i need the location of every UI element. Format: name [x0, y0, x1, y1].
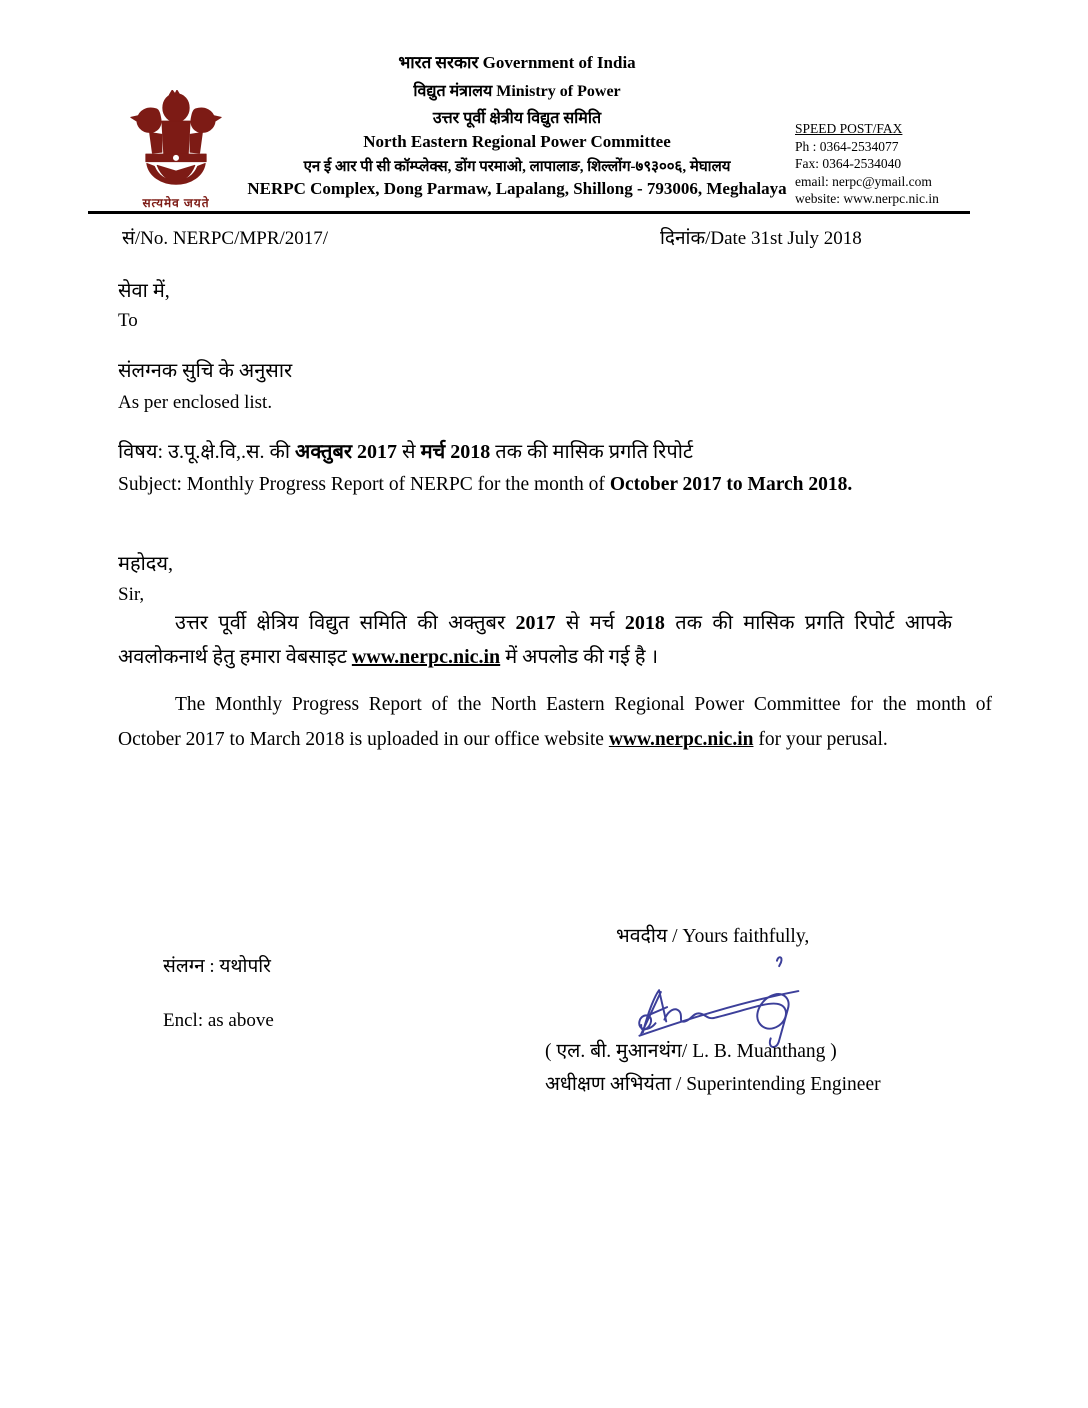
body-hi-year-2018: 2018 [624, 612, 665, 634]
body-hi-part-6: में अपलोड की गई है । [500, 646, 659, 668]
org-line-ministry-of-power: विद्युत मंत्रालय Ministry of Power [413, 83, 621, 100]
body-hi-part-4: तक की मासिक प्रगति रिपोर्ट आपके अवलोकनार्थ हेतु हमारा वेबसाइट [118, 612, 952, 668]
org-line-address-english: NERPC Complex, Dong Parmaw, Lapalang, Shillong - 793006, Meghalaya [247, 179, 787, 198]
letterhead-org-block [187, 50, 847, 199]
contact-block [795, 120, 1015, 208]
enclosure-note-hindi: संलग्न : यथोपरि [163, 956, 271, 977]
speed-post-fax-label: SPEED POST/FAX [795, 121, 903, 136]
email-address: email: nerpc@ymail.com [795, 173, 932, 189]
website-address: website: www.nerpc.nic.in [795, 191, 939, 206]
subject-line-english [118, 474, 852, 496]
subject-hi-suffix: तक की मासिक प्रगति रिपोर्ट [490, 441, 693, 463]
org-line-govt-of-india: भारत सरकार Government of India [398, 53, 636, 72]
subject-line-hindi [118, 437, 693, 464]
body-en-prefix: The Monthly Progress Report of the North Eastern Regional Power Committee for the month of October 2017 to March 2018 is uploaded in our office website [118, 694, 992, 750]
enclosed-list-english: As per enclosed list. [118, 392, 273, 413]
recipient-label-hindi: सेवा में, [118, 280, 170, 302]
emblem-motto: सत्यमेव जयते [142, 196, 210, 210]
signature-image [628, 950, 808, 1050]
body-hi-part-2: से मर्च [555, 612, 625, 634]
letter-date: दिनांक/Date 31st July 2018 [660, 228, 862, 249]
subject-en-prefix: Subject: Monthly Progress Report of NERPC for the month of [118, 474, 610, 495]
phone-number: Ph : 0364-2534077 [795, 138, 899, 154]
subject-hi-bold-to: मर्च 2018 [420, 441, 491, 463]
enclosed-list-hindi: संलग्नक सुचि के अनुसार [118, 360, 293, 382]
salutation-hindi: महोदय, [118, 553, 173, 575]
fax-number: Fax: 0364-2534040 [795, 156, 902, 171]
website-link-hindi-paragraph: www.nerpc.nic.in [351, 646, 501, 668]
handwritten-signature-icon [628, 950, 808, 1050]
body-hi-year-2017: 2017 [515, 612, 556, 634]
enclosure-note-english: Encl: as above [163, 1010, 274, 1031]
subject-hi-mid: से [397, 441, 421, 463]
body-paragraph-hindi [118, 606, 952, 674]
org-line-committee-hindi: उत्तर पूर्वी क्षेत्रीय विद्युत समिति [432, 110, 602, 127]
signatory-designation: अधीक्षण अभियंता / Superintending Engineer [545, 1074, 881, 1095]
body-en-suffix: for your perusal. [753, 729, 888, 750]
org-line-committee-english: North Eastern Regional Power Committee [363, 132, 671, 151]
body-paragraph-english [118, 687, 992, 757]
website-link-english-paragraph: www.nerpc.nic.in [608, 729, 754, 750]
salutation-english: Sir, [118, 584, 145, 605]
subject-hi-prefix: विषय: उ.पू.क्षे.वि,.स. की [118, 441, 296, 463]
subject-en-period-bold: October 2017 to March 2018. [609, 474, 853, 495]
subject-hi-bold-from: अक्तुबर 2017 [295, 441, 398, 463]
header-divider-rule [88, 211, 970, 214]
reference-number: सं/No. NERPC/MPR/2017/ [122, 228, 329, 249]
org-line-address-hindi: एन ई आर पी सी कॉम्प्लेक्स, डोंग परमाओ, लापालाङ, शिल्लोंग-७९३००६, मेघालय [303, 159, 731, 175]
body-hi-part-0: उत्तर पूर्वी क्षेत्रिय विद्युत समिति की अक्तुबर [175, 612, 516, 634]
recipient-label-english: To [118, 310, 138, 331]
yours-faithfully-line: भवदीय / Yours faithfully, [616, 926, 810, 947]
signatory-name: ( एल. बी. मुआनथंग/ L. B. Muanthang ) [545, 1041, 837, 1062]
